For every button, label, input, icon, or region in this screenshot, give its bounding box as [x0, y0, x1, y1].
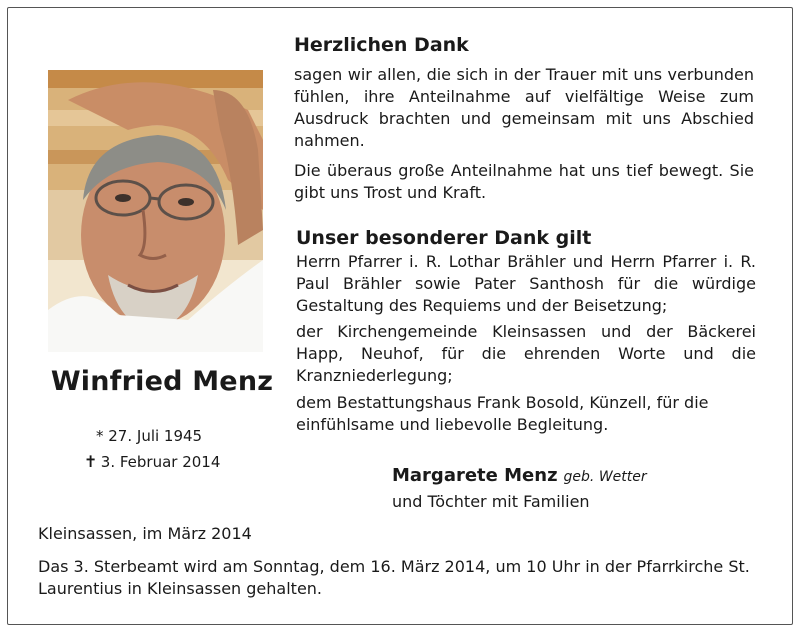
signature-family: und Töchter mit Familien — [392, 492, 590, 511]
thanks-paragraph-1: sagen wir allen, die sich in der Trauer mit uns verbunden fühlen, ihre Anteilnahme auf vielfältige Weise zum Ausdruck brachten und gemeinsam mit uns Abschied nahmen. — [294, 65, 754, 150]
signature-name: Margarete Menz — [392, 465, 558, 486]
death-date: 3. Februar 2014 — [100, 453, 221, 471]
thanks-heading: Herzlichen Dank — [294, 34, 469, 56]
service-notice: Das 3. Sterbeamt wird am Sonntag, dem 16. März 2014, um 10 Uhr in der Pfarrkirche St. Laurentius in Kleinsassen gehalten. — [38, 557, 750, 598]
birth-date: * 27. Juli 1945 — [96, 427, 203, 445]
deceased-name: Winfried Menz — [50, 366, 274, 397]
cross-icon: ✝ — [84, 452, 98, 471]
signature — [392, 465, 647, 486]
special-thanks-item: Herrn Pfarrer i. R. Lothar Brähler und Herrn Pfarrer i. R. Paul Brähler sowie Pater Santhosh für die würdige Gestaltung des Requiems und der Beisetzung; — [296, 252, 756, 315]
signature-nee: geb. Wetter — [563, 469, 647, 485]
special-thanks-item: der Kirchengemeinde Kleinsassen und der Bäckerei Happ, Neuhof, für die ehrenden Worte und die Kranzniederlegung; — [296, 322, 756, 385]
special-thanks-heading: Unser besonderer Dank gilt — [296, 227, 592, 249]
place-date: Kleinsassen, im März 2014 — [38, 524, 252, 543]
special-thanks-item: dem Bestattungshaus Frank Bosold, Künzell, für die einfühlsame und liebevolle Begleitung. — [296, 393, 709, 434]
portrait-photo — [48, 70, 263, 352]
thanks-paragraph-2: Die überaus große Anteilnahme hat uns tief bewegt. Sie gibt uns Trost und Kraft. — [294, 161, 754, 202]
death-date-line — [84, 452, 220, 471]
